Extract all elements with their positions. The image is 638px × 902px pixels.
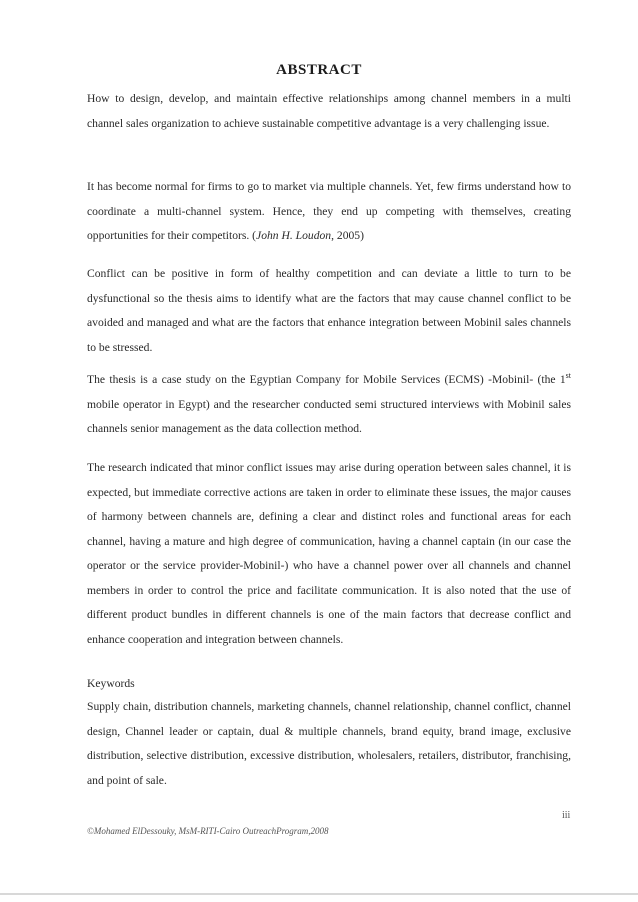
abstract-title: ABSTRACT [276,62,362,78]
scan-edge-divider [0,893,638,895]
ordinal-suffix: st [565,371,571,381]
keywords-heading: Keywords [87,677,135,690]
footer-copyright: ©Mohamed ElDessouky, MsM-RITI-Cairo OutreachProgram,2008 [87,826,329,836]
paragraph-case-study-after: mobile operator in Egypt) and the researcher conducted semi structured interviews with Mobinil sales channels senior management as the data collection method. [87,397,571,435]
paragraph-findings: The research indicated that minor conflict issues may arise during operation between sales channel, it is expected, but immediate corrective actions are taken in order to eliminate these issues, the major causes of harmony between channels are, defining a clear and distinct roles and functional areas for each channel, having a mature and high degree of communication, having a channel captain (in our case the operator or the service provider-Mobinil-) who have a channel power over all channels and channel members in order to control the price and facilitate communication. It is also noted that the use of different product bundles in different channels is one of the main factors that decrease conflict and enhance cooperation and integration between channels. [87,461,571,646]
paragraph-conflict: Conflict can be positive in form of healthy competition and can deviate a little to turn to be dysfunctional so the thesis aims to identify what are the factors that may cause channel conflict to be avoided and managed and what are the factors that enhance integration between Mobinil sales channels to be stressed. [87,267,571,354]
paragraph-multichannel [87,175,571,249]
paragraph-case-study [87,368,571,442]
paragraph-multichannel-text: It has become normal for firms to go to market via multiple channels. Yet, few firms understand how to coordinate a multi-channel system. Hence, they end up competing with themselves, creating opportunities for their competitors. ( [87,180,571,242]
citation-year: , 2005) [331,229,364,242]
paragraph-intro: How to design, develop, and maintain effective relationships among channel members in a multi channel sales organization to achieve sustainable competitive advantage is a very challenging issue. [87,92,571,130]
citation-author: John H. Loudon [256,229,332,242]
keywords-list: Supply chain, distribution channels, marketing channels, channel relationship, channel conflict, channel design, Channel leader or captain, dual & multiple channels, brand equity, brand image, exclusive distribution, selective distribution, excessive distribution, wholesalers, retailers, distributor, franchising, and point of sale. [87,700,571,787]
page-number: iii [562,810,571,821]
paragraph-case-study-before: The thesis is a case study on the Egyptian Company for Mobile Services (ECMS) -Mobinil- (the 1 [87,373,566,386]
